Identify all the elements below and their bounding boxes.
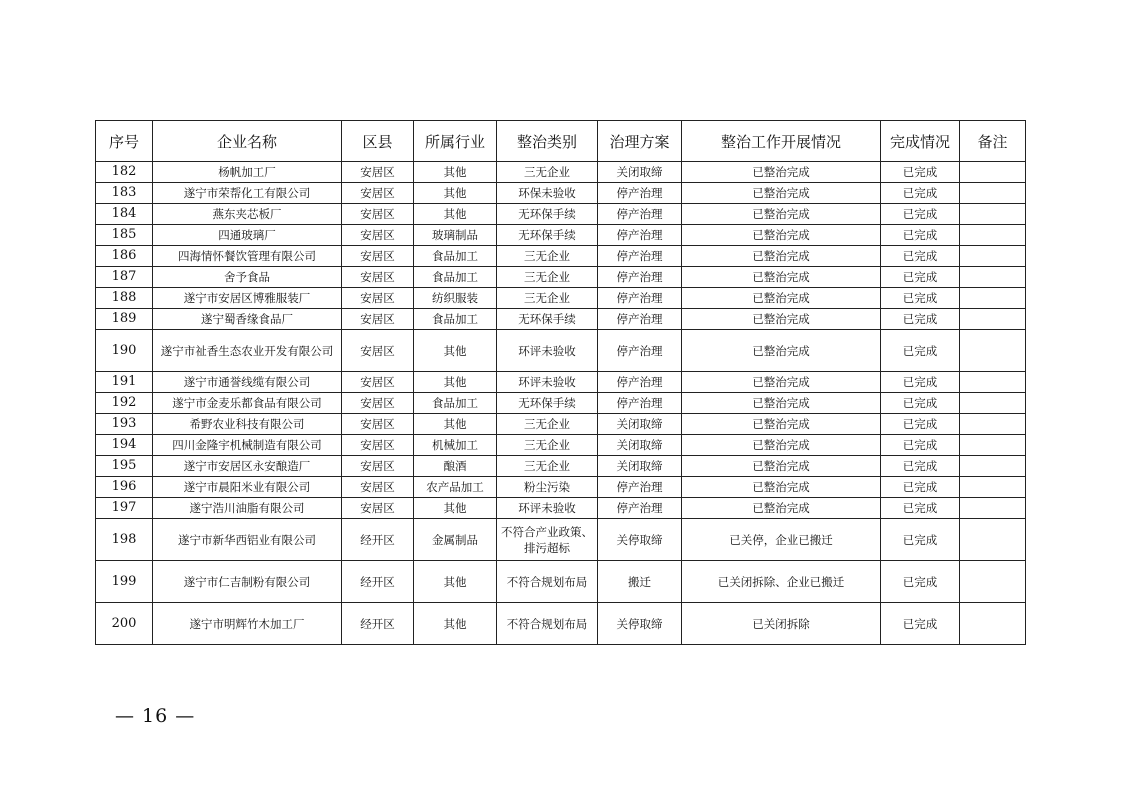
- cell-progress: 已关闭拆除、企业已搬迁: [682, 561, 881, 603]
- cell-county: 安居区: [342, 435, 414, 456]
- cell-progress: 已整治完成: [682, 267, 881, 288]
- cell-industry: 金属制品: [414, 519, 497, 561]
- cell-note: [960, 456, 1026, 477]
- table-row: [96, 330, 1026, 372]
- cell-industry: 其他: [414, 330, 497, 372]
- cell-progress: 已关闭拆除: [682, 603, 881, 645]
- cell-county: 安居区: [342, 498, 414, 519]
- cell-no: 199: [96, 561, 153, 603]
- header-note: 备注: [960, 121, 1026, 162]
- cell-name: 遂宁市安居区永安酿造厂: [153, 456, 342, 477]
- cell-plan: 停产治理: [598, 225, 682, 246]
- table-row: [96, 414, 1026, 435]
- cell-status: 已完成: [881, 603, 960, 645]
- cell-county: 安居区: [342, 183, 414, 204]
- cell-county: 安居区: [342, 162, 414, 183]
- cell-progress: 已整治完成: [682, 414, 881, 435]
- cell-plan: 停产治理: [598, 204, 682, 225]
- cell-progress: 已整治完成: [682, 309, 881, 330]
- cell-note: [960, 498, 1026, 519]
- cell-no: 186: [96, 246, 153, 267]
- cell-progress: 已整治完成: [682, 435, 881, 456]
- cell-industry: 其他: [414, 204, 497, 225]
- cell-status: 已完成: [881, 225, 960, 246]
- cell-plan: 停产治理: [598, 246, 682, 267]
- cell-county: 安居区: [342, 330, 414, 372]
- cell-note: [960, 267, 1026, 288]
- cell-name: 遂宁市祉香生态农业开发有限公司: [153, 330, 342, 372]
- table-row: [96, 393, 1026, 414]
- cell-status: 已完成: [881, 519, 960, 561]
- cell-status: 已完成: [881, 267, 960, 288]
- cell-category: 三无企业: [497, 288, 598, 309]
- cell-plan: 关闭取缔: [598, 162, 682, 183]
- cell-plan: 停产治理: [598, 372, 682, 393]
- header-name: 企业名称: [153, 121, 342, 162]
- table-row: [96, 498, 1026, 519]
- cell-industry: 酿酒: [414, 456, 497, 477]
- cell-industry: 机械加工: [414, 435, 497, 456]
- cell-category: 无环保手续: [497, 309, 598, 330]
- cell-plan: 关闭取缔: [598, 414, 682, 435]
- cell-note: [960, 309, 1026, 330]
- cell-category: 三无企业: [497, 456, 598, 477]
- cell-name: 希野农业科技有限公司: [153, 414, 342, 435]
- cell-no: 188: [96, 288, 153, 309]
- cell-county: 安居区: [342, 225, 414, 246]
- cell-progress: 已整治完成: [682, 225, 881, 246]
- cell-status: 已完成: [881, 456, 960, 477]
- cell-category: 无环保手续: [497, 393, 598, 414]
- cell-status: 已完成: [881, 246, 960, 267]
- cell-industry: 其他: [414, 183, 497, 204]
- table-row: [96, 519, 1026, 561]
- cell-category: 环评未验收: [497, 330, 598, 372]
- cell-note: [960, 246, 1026, 267]
- cell-name: 遂宁市晨阳米业有限公司: [153, 477, 342, 498]
- cell-no: 191: [96, 372, 153, 393]
- cell-county: 安居区: [342, 393, 414, 414]
- cell-plan: 停产治理: [598, 498, 682, 519]
- table-row: [96, 267, 1026, 288]
- cell-industry: 玻璃制品: [414, 225, 497, 246]
- table-row: [96, 204, 1026, 225]
- cell-note: [960, 225, 1026, 246]
- cell-category: 环保未验收: [497, 183, 598, 204]
- cell-no: 193: [96, 414, 153, 435]
- cell-industry: 其他: [414, 162, 497, 183]
- cell-no: 198: [96, 519, 153, 561]
- cell-status: 已完成: [881, 435, 960, 456]
- cell-name: 遂宁市仁吉制粉有限公司: [153, 561, 342, 603]
- header-county: 区县: [342, 121, 414, 162]
- cell-county: 安居区: [342, 246, 414, 267]
- table-row: [96, 477, 1026, 498]
- cell-note: [960, 162, 1026, 183]
- cell-no: 185: [96, 225, 153, 246]
- header-industry: 所属行业: [414, 121, 497, 162]
- cell-category: 不符合规划布局: [497, 603, 598, 645]
- cell-progress: 已整治完成: [682, 330, 881, 372]
- cell-name: 遂宁市明辉竹木加工厂: [153, 603, 342, 645]
- cell-county: 安居区: [342, 456, 414, 477]
- cell-note: [960, 603, 1026, 645]
- cell-industry: 其他: [414, 372, 497, 393]
- cell-name: 四通玻璃厂: [153, 225, 342, 246]
- cell-county: 经开区: [342, 519, 414, 561]
- cell-industry: 纺织服装: [414, 288, 497, 309]
- table-body: [96, 162, 1026, 645]
- cell-note: [960, 372, 1026, 393]
- cell-no: 190: [96, 330, 153, 372]
- cell-status: 已完成: [881, 183, 960, 204]
- cell-progress: 已整治完成: [682, 477, 881, 498]
- header-no: 序号: [96, 121, 153, 162]
- cell-note: [960, 288, 1026, 309]
- cell-plan: 停产治理: [598, 267, 682, 288]
- table-header: [96, 121, 1026, 162]
- cell-note: [960, 183, 1026, 204]
- cell-plan: 停产治理: [598, 183, 682, 204]
- cell-county: 安居区: [342, 267, 414, 288]
- cell-category: 环评未验收: [497, 372, 598, 393]
- cell-status: 已完成: [881, 309, 960, 330]
- cell-progress: 已整治完成: [682, 204, 881, 225]
- cell-county: 安居区: [342, 288, 414, 309]
- cell-no: 197: [96, 498, 153, 519]
- cell-industry: 食品加工: [414, 393, 497, 414]
- header-status: 完成情况: [881, 121, 960, 162]
- cell-name: 燕东夹芯板厂: [153, 204, 342, 225]
- cell-plan: 停产治理: [598, 288, 682, 309]
- cell-county: 安居区: [342, 372, 414, 393]
- header-plan: 治理方案: [598, 121, 682, 162]
- cell-county: 安居区: [342, 414, 414, 435]
- header-category: 整治类别: [497, 121, 598, 162]
- cell-name: 杨帆加工厂: [153, 162, 342, 183]
- cell-category: 不符合规划布局: [497, 561, 598, 603]
- cell-category: 粉尘污染: [497, 477, 598, 498]
- table-row: [96, 183, 1026, 204]
- cell-plan: 关停取缔: [598, 603, 682, 645]
- cell-note: [960, 477, 1026, 498]
- cell-no: 195: [96, 456, 153, 477]
- cell-no: 183: [96, 183, 153, 204]
- cell-category: 三无企业: [497, 414, 598, 435]
- cell-no: 196: [96, 477, 153, 498]
- table-row: [96, 372, 1026, 393]
- cell-progress: 已关停，企业已搬迁: [682, 519, 881, 561]
- cell-name: 遂宁市荣帮化工有限公司: [153, 183, 342, 204]
- cell-plan: 停产治理: [598, 330, 682, 372]
- cell-category: 不符合产业政策、排污超标: [497, 519, 598, 561]
- cell-name: 遂宁市金麦乐都食品有限公司: [153, 393, 342, 414]
- cell-plan: 停产治理: [598, 393, 682, 414]
- cell-note: [960, 204, 1026, 225]
- cell-note: [960, 519, 1026, 561]
- header-progress: 整治工作开展情况: [682, 121, 881, 162]
- cell-category: 无环保手续: [497, 204, 598, 225]
- cell-no: 187: [96, 267, 153, 288]
- cell-industry: 其他: [414, 603, 497, 645]
- cell-no: 184: [96, 204, 153, 225]
- cell-name: 遂宁浩川油脂有限公司: [153, 498, 342, 519]
- table-row: [96, 288, 1026, 309]
- table-row: [96, 603, 1026, 645]
- table-row: [96, 309, 1026, 330]
- cell-no: 200: [96, 603, 153, 645]
- cell-name: 遂宁市安居区博雅服装厂: [153, 288, 342, 309]
- cell-name: 四川金隆宇机械制造有限公司: [153, 435, 342, 456]
- cell-name: 遂宁蜀香缘食品厂: [153, 309, 342, 330]
- cell-plan: 搬迁: [598, 561, 682, 603]
- cell-note: [960, 435, 1026, 456]
- table-row: [96, 435, 1026, 456]
- cell-status: 已完成: [881, 372, 960, 393]
- cell-note: [960, 330, 1026, 372]
- cell-plan: 停产治理: [598, 309, 682, 330]
- cell-progress: 已整治完成: [682, 498, 881, 519]
- cell-status: 已完成: [881, 561, 960, 603]
- cell-industry: 其他: [414, 414, 497, 435]
- cell-county: 安居区: [342, 309, 414, 330]
- cell-progress: 已整治完成: [682, 372, 881, 393]
- cell-county: 经开区: [342, 603, 414, 645]
- table-row: [96, 225, 1026, 246]
- cell-note: [960, 561, 1026, 603]
- table-row: [96, 561, 1026, 603]
- cell-note: [960, 393, 1026, 414]
- cell-county: 安居区: [342, 477, 414, 498]
- cell-status: 已完成: [881, 393, 960, 414]
- cell-industry: 农产品加工: [414, 477, 497, 498]
- cell-progress: 已整治完成: [682, 288, 881, 309]
- cell-category: 三无企业: [497, 246, 598, 267]
- cell-status: 已完成: [881, 204, 960, 225]
- cell-category: 三无企业: [497, 267, 598, 288]
- cell-name: 四海情怀餐饮管理有限公司: [153, 246, 342, 267]
- cell-category: 三无企业: [497, 162, 598, 183]
- cell-name: 遂宁市通誉线缆有限公司: [153, 372, 342, 393]
- cell-progress: 已整治完成: [682, 183, 881, 204]
- cell-no: 189: [96, 309, 153, 330]
- cell-no: 192: [96, 393, 153, 414]
- cell-status: 已完成: [881, 414, 960, 435]
- table-row: [96, 162, 1026, 183]
- cell-no: 194: [96, 435, 153, 456]
- cell-plan: 停产治理: [598, 477, 682, 498]
- cell-name: 遂宁市新华西铝业有限公司: [153, 519, 342, 561]
- cell-category: 环评未验收: [497, 498, 598, 519]
- cell-status: 已完成: [881, 330, 960, 372]
- cell-status: 已完成: [881, 288, 960, 309]
- cell-plan: 关停取缔: [598, 519, 682, 561]
- cell-category: 无环保手续: [497, 225, 598, 246]
- cell-name: 舍予食品: [153, 267, 342, 288]
- cell-status: 已完成: [881, 477, 960, 498]
- rectification-table: [95, 120, 1026, 645]
- cell-note: [960, 414, 1026, 435]
- cell-category: 三无企业: [497, 435, 598, 456]
- cell-county: 安居区: [342, 204, 414, 225]
- page-number: — 16 —: [115, 705, 196, 727]
- cell-status: 已完成: [881, 162, 960, 183]
- cell-progress: 已整治完成: [682, 162, 881, 183]
- cell-progress: 已整治完成: [682, 456, 881, 477]
- cell-plan: 关闭取缔: [598, 456, 682, 477]
- cell-no: 182: [96, 162, 153, 183]
- cell-industry: 其他: [414, 561, 497, 603]
- table-row: [96, 246, 1026, 267]
- cell-progress: 已整治完成: [682, 246, 881, 267]
- cell-county: 经开区: [342, 561, 414, 603]
- cell-industry: 食品加工: [414, 309, 497, 330]
- cell-plan: 关闭取缔: [598, 435, 682, 456]
- cell-status: 已完成: [881, 498, 960, 519]
- cell-industry: 食品加工: [414, 267, 497, 288]
- cell-progress: 已整治完成: [682, 393, 881, 414]
- cell-industry: 其他: [414, 498, 497, 519]
- cell-industry: 食品加工: [414, 246, 497, 267]
- table-row: [96, 456, 1026, 477]
